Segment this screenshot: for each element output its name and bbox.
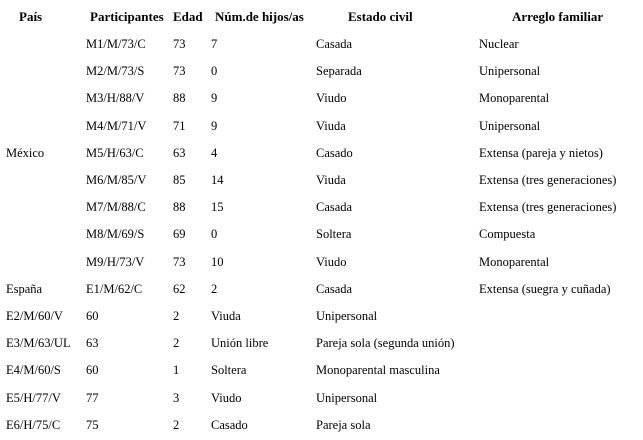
table-cell: Pareja sola xyxy=(316,418,371,432)
table-cell: E5/H/77/V xyxy=(6,391,61,405)
header-age: Edad xyxy=(173,9,203,24)
table-cell: 62 xyxy=(173,282,186,296)
table-cell: 15 xyxy=(211,200,224,214)
header-country: País xyxy=(19,9,43,24)
table-cell: Nuclear xyxy=(479,37,519,51)
header-participant: Participantes xyxy=(90,9,164,24)
table-cell: Viudo xyxy=(211,391,242,405)
table-cell: 9 xyxy=(211,119,218,133)
table-cell: 88 xyxy=(173,200,186,214)
table-cell: 71 xyxy=(173,119,186,133)
table-cell: España xyxy=(6,282,43,296)
table-cell: 14 xyxy=(211,173,224,187)
table-cell: Monoparental masculina xyxy=(316,363,440,377)
table-cell: 3 xyxy=(173,391,180,405)
table-cell: M6/M/85/V xyxy=(86,173,147,187)
table-cell: M7/M/88/C xyxy=(86,200,146,214)
table-cell: 4 xyxy=(211,146,218,160)
table-cell: Casada xyxy=(316,200,353,214)
table-cell: Soltera xyxy=(316,227,352,241)
table-cell: 77 xyxy=(86,391,99,405)
table-cell: Unipersonal xyxy=(479,119,541,133)
table-cell: Compuesta xyxy=(479,227,536,241)
table-cell: 2 xyxy=(173,336,180,350)
table-cell: E3/M/63/UL xyxy=(6,336,71,350)
table-cell: Casada xyxy=(316,37,353,51)
table-cell: M2/M/73/S xyxy=(86,64,145,78)
table-cell: M1/M/73/C xyxy=(86,37,146,51)
table-cell: 10 xyxy=(211,255,224,269)
table-cell: M9/H/73/V xyxy=(86,255,145,269)
table-cell: 63 xyxy=(173,146,186,160)
table-cell: 1 xyxy=(173,363,180,377)
table-cell: 88 xyxy=(173,91,186,105)
table-cell: M4/M/71/V xyxy=(86,119,147,133)
table-cell: 60 xyxy=(86,309,99,323)
table-cell: 7 xyxy=(211,37,218,51)
table-cell: Unipersonal xyxy=(479,64,541,78)
table-cell: 63 xyxy=(86,336,99,350)
table-cell: Separada xyxy=(316,64,362,78)
table-cell: M8/M/69/S xyxy=(86,227,145,241)
table-cell: 2 xyxy=(211,282,218,296)
header-marital-status: Estado civil xyxy=(348,9,413,24)
table-cell: Casada xyxy=(316,282,353,296)
table-cell: 2 xyxy=(173,309,180,323)
table-cell: 73 xyxy=(173,64,186,78)
header-children: Núm.de hijos/as xyxy=(215,9,304,24)
table-cell: 85 xyxy=(173,173,186,187)
table-cell: Extensa (suegra y cuñada) xyxy=(479,282,611,296)
table-cell: Casado xyxy=(211,418,248,432)
table-cell: Soltera xyxy=(211,363,247,377)
table-cell: Viuda xyxy=(316,173,346,187)
table-cell: M5/H/63/C xyxy=(86,146,144,160)
table-cell: 75 xyxy=(86,418,99,432)
header-family-arrangement: Arreglo familiar xyxy=(512,9,604,24)
table-cell: 73 xyxy=(173,255,186,269)
table-cell: Casado xyxy=(316,146,353,160)
table-cell: Monoparental xyxy=(479,255,550,269)
table-cell: E6/H/75/C xyxy=(6,418,61,432)
table-cell: E4/M/60/S xyxy=(6,363,61,377)
table-cell: 60 xyxy=(86,363,99,377)
table-cell: M3/H/88/V xyxy=(86,91,145,105)
table-cell: 2 xyxy=(173,418,180,432)
table-cell: Pareja sola (segunda unión) xyxy=(316,336,455,350)
table-cell: Viudo xyxy=(316,255,347,269)
table-cell: 73 xyxy=(173,37,186,51)
table-cell: 0 xyxy=(211,64,218,78)
table-cell: Unión libre xyxy=(211,336,269,350)
table-cell: 69 xyxy=(173,227,186,241)
table-cell: Unipersonal xyxy=(316,391,378,405)
table-cell: Viudo xyxy=(316,91,347,105)
table-cell: E2/M/60/V xyxy=(6,309,63,323)
table-cell: Viuda xyxy=(316,119,346,133)
table-cell: México xyxy=(6,146,45,160)
table-cell: E1/M/62/C xyxy=(86,282,143,296)
table-cell: Unipersonal xyxy=(316,309,378,323)
table-cell: 0 xyxy=(211,227,218,241)
table-cell: Viuda xyxy=(211,309,241,323)
table-cell: Extensa (tres generaciones) xyxy=(479,173,617,187)
table-cell: Extensa (tres generaciones) xyxy=(479,200,617,214)
table-cell: Monoparental xyxy=(479,91,550,105)
table-cell: Extensa (pareja y nietos) xyxy=(479,146,603,160)
table-cell: 9 xyxy=(211,91,218,105)
